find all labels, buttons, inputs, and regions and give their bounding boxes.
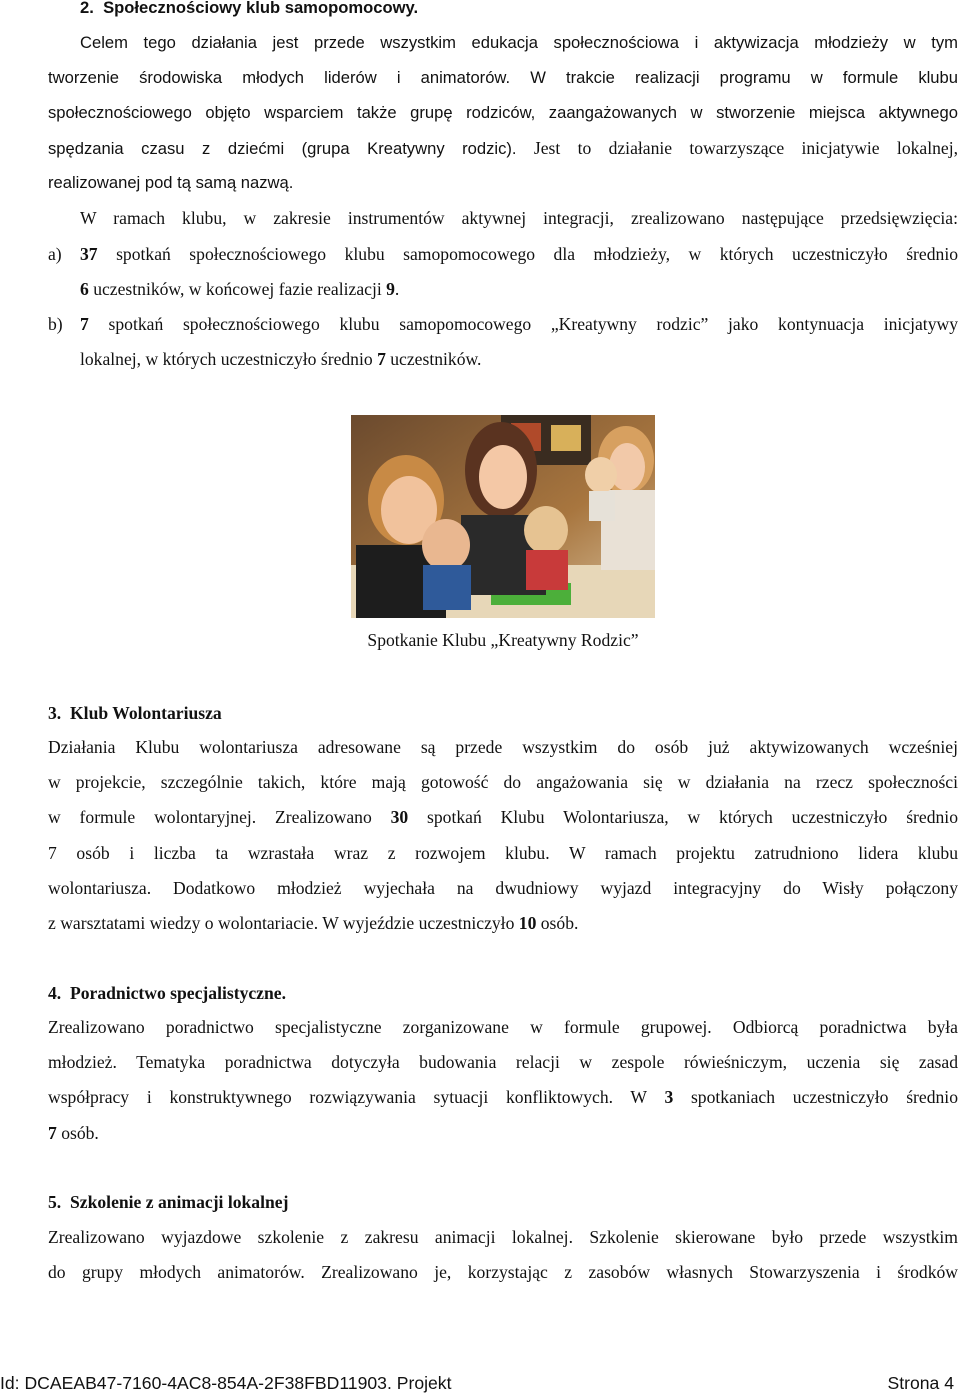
section-number: 2. [80, 0, 94, 17]
paragraph-line: społecznościowego objęto wsparciem także grupę rodziców, zaangażowanych w stworzenie miejsca aktywnego [48, 103, 958, 122]
paragraph-line [48, 1085, 958, 1109]
text-run: spotkań Klubu Wolontariusza, w których uczestniczyło średnio [408, 807, 958, 827]
paragraph-line: młodzież. Tematyka poradnictwa dotyczyła budowania relacji w zespole rówieśniczym, uczenia się zasad [48, 1052, 958, 1072]
section-5-heading [48, 1190, 288, 1214]
paragraph-line: 7 osób i liczba ta wzrastała wraz z rozwojem klubu. W ramach projektu zatrudniono lidera klubu [48, 843, 958, 863]
paragraph-line: wolontariusza. Dodatkowo młodzież wyjechała na dwudniowy wyjazd integracyjny do Wisły połączony [48, 878, 958, 898]
number: 30 [390, 807, 409, 827]
number: 7 [377, 349, 386, 369]
text-run: z warsztatami wiedzy o wolontariacie. W wyjeździe uczestniczyło [48, 913, 519, 933]
number: 7 [80, 314, 89, 334]
paragraph-line: tworzenie środowiska młodych liderów i animatorów. W trakcie realizacji programu w formule klubu [48, 68, 958, 87]
paragraph-line: w projekcie, szczególnie takich, które mają gotowość do angażowania się w działania na rzecz społeczności [48, 772, 958, 792]
section-number: 3. [48, 703, 62, 723]
text-run: spotkań społecznościowego klubu samopomocowego dla młodzieży, w których uczestniczyło średnio [97, 244, 958, 264]
text-run: spędzania czasu z dziećmi (grupa Kreatywny rodzic). [48, 139, 517, 158]
text-run: w formule wolontaryjnej. Zrealizowano [48, 807, 391, 827]
list-marker: a) [48, 244, 62, 264]
paragraph-line: W ramach klubu, w zakresie instrumentów aktywnej integracji, zrealizowano następujące przedsięwzięcia: [80, 208, 958, 228]
paragraph-line [48, 911, 578, 935]
list-item-b-cont [80, 347, 481, 371]
paragraph-line: Zrealizowano wyjazdowe szkolenie z zakresu animacji lokalnej. Szkolenie skierowane było przede wszystkim [48, 1227, 958, 1247]
list-marker: b) [48, 314, 63, 334]
text-run: uczestników, w końcowej fazie realizacji [88, 279, 387, 299]
footer-document-id: Id: DCAEAB47-7160-4AC8-854A-2F38FBD11903. Projekt [0, 1373, 452, 1393]
paragraph-line: Zrealizowano poradnictwo specjalistyczne zorganizowane w formule grupowej. Odbiorcą poradnictwa była [48, 1017, 958, 1037]
text-run: osób. [56, 1123, 99, 1143]
photo-caption: Spotkanie Klubu „Kreatywny Rodzic” [367, 630, 639, 650]
footer-page-number: Strona 4 [887, 1373, 954, 1393]
list-item-a-cont [80, 277, 399, 301]
paragraph-line: do grupy młodych animatorów. Zrealizowano je, korzystając z zasobów własnych Stowarzyszenia i środków [48, 1262, 958, 1282]
section-3-heading [48, 701, 222, 725]
number: 3 [664, 1087, 674, 1107]
text-run: uczestników. [385, 349, 482, 369]
paragraph-line [48, 1121, 99, 1145]
number: 6 [80, 279, 89, 299]
paragraph-line [48, 805, 958, 829]
number: 37 [80, 244, 98, 264]
text-run: spotkaniach uczestniczyło średnio [673, 1087, 958, 1107]
text-run: lokalnej, w których uczestniczyło średnio [80, 349, 378, 369]
paragraph-line: Celem tego działania jest przede wszystkim edukacja społecznościowa i aktywizacja młodzieży w tym [80, 33, 958, 52]
section-title: Klub Wolontariusza [70, 703, 222, 723]
section-2-heading [80, 0, 418, 20]
text-run: . [394, 279, 400, 299]
list-item-a [80, 242, 958, 266]
number: 9 [386, 279, 395, 299]
text-run: współpracy i konstruktywnego rozwiązywania sytuacji konfliktowych. W [48, 1087, 665, 1107]
section-title: Poradnictwo specjalistyczne. [70, 983, 286, 1003]
paragraph-line [48, 136, 958, 161]
number: 10 [518, 913, 537, 933]
section-number: 4. [48, 983, 62, 1003]
section-title: Szkolenie z animacji lokalnej [70, 1192, 289, 1212]
paragraph-line: realizowanej pod tą samą nazwą. [48, 173, 294, 192]
section-number: 5. [48, 1192, 62, 1212]
section-4-heading [48, 981, 286, 1005]
text-run: spotkań społecznościowego klubu samopomocowego „Kreatywny rodzic” jako kontynuacja inicjatywy [88, 314, 958, 334]
list-item-b [80, 312, 958, 336]
number: 7 [48, 1123, 57, 1143]
paragraph-line: Działania Klubu wolontariusza adresowane są przede wszystkim do osób już aktywizowanych wcześniej [48, 737, 958, 757]
photo-illustration [351, 415, 655, 618]
text-run: Jest to działanie towarzyszące inicjatywie lokalnej, [533, 138, 959, 158]
section-title: Społecznościowy klub samopomocowy. [103, 0, 419, 17]
meeting-photo [351, 415, 655, 618]
text-run: osób. [536, 913, 579, 933]
